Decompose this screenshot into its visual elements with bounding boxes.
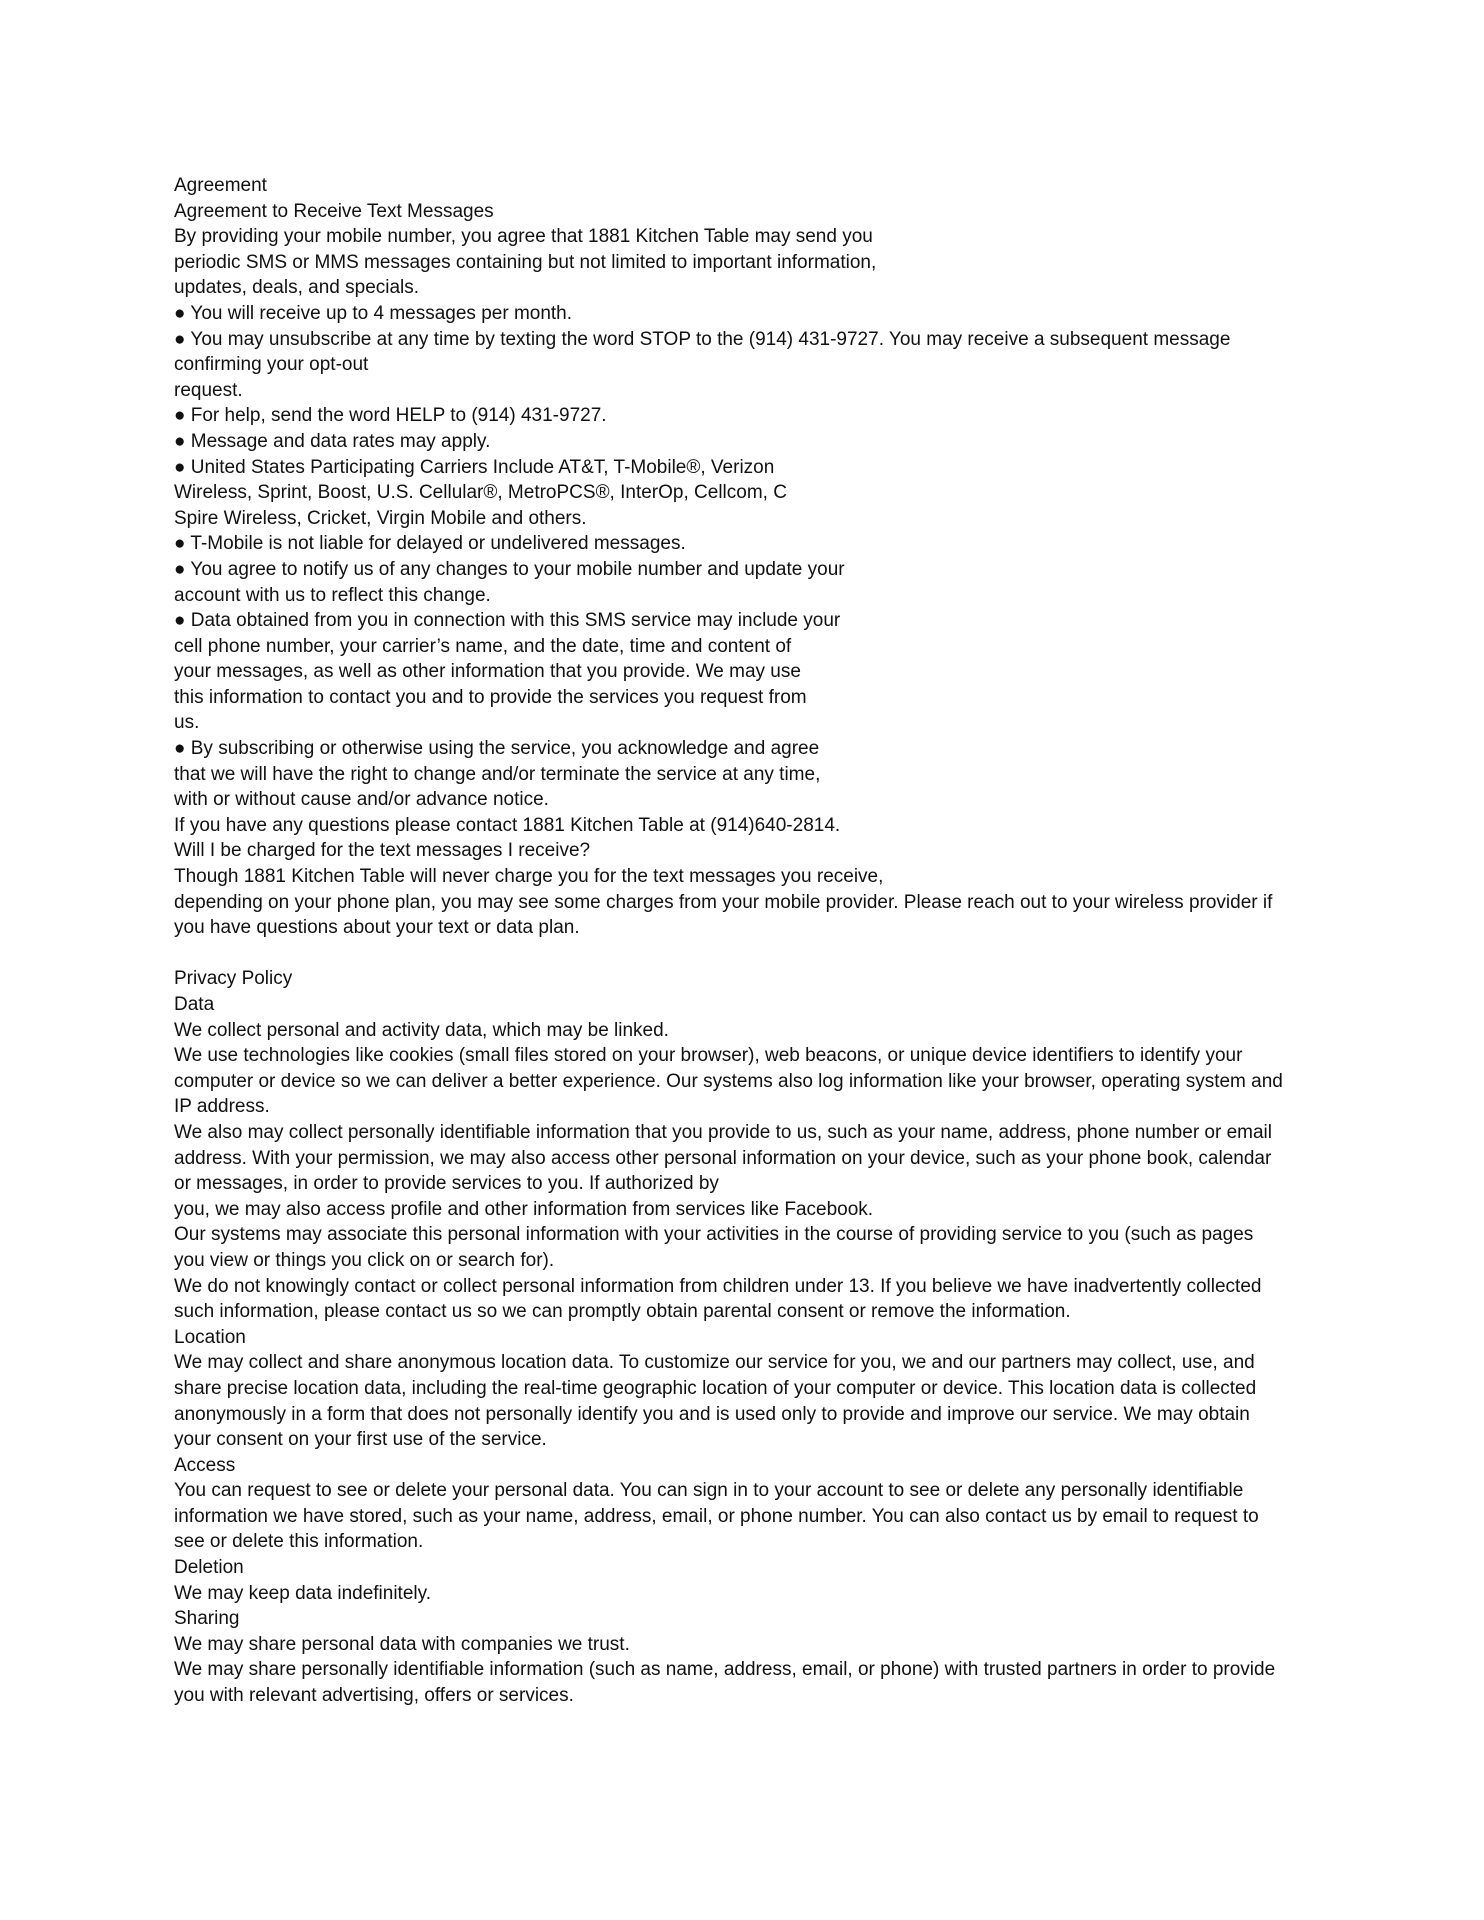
contact-line: If you have any questions please contact 1881 Kitchen Table at (914)640-2814. — [174, 814, 841, 836]
data-paragraph: We collect personal and activity data, which may be linked. — [174, 1019, 669, 1041]
bullet-unsubscribe-cont: confirming your opt-out — [174, 354, 369, 376]
charge-answer: you have questions about your text or data plan. — [174, 917, 580, 939]
data-paragraph: computer or device so we can deliver a better experience. Our systems also log information like your browser, operating system and — [174, 1070, 1283, 1092]
bullet-acknowledge: ● By subscribing or otherwise using the service, you acknowledge and agree — [174, 738, 820, 760]
intro-line: By providing your mobile number, you agree that 1881 Kitchen Table may send you — [174, 226, 873, 248]
access-paragraph: see or delete this information. — [174, 1531, 424, 1553]
charge-answer: Though 1881 Kitchen Table will never charge you for the text messages you receive, — [174, 866, 884, 888]
bullet-carriers-cont: Wireless, Sprint, Boost, U.S. Cellular®, MetroPCS®, InterOp, Cellcom, C — [174, 482, 787, 504]
data-paragraph: or messages, in order to provide services to you. If authorized by — [174, 1173, 719, 1195]
bullet-carriers: ● United States Participating Carriers Include AT&T, T-Mobile®, Verizon — [174, 456, 775, 478]
intro-line: updates, deals, and specials. — [174, 277, 420, 299]
deletion-heading: Deletion — [174, 1557, 244, 1579]
location-paragraph: your consent on your first use of the service. — [174, 1429, 547, 1451]
sharing-heading: Sharing — [174, 1608, 240, 1630]
bullet-data-obtained-cont: this information to contact you and to provide the services you request from — [174, 686, 807, 708]
location-paragraph: We may collect and share anonymous location data. To customize our service for you, we and our partners may collect, use, and — [174, 1352, 1255, 1374]
data-paragraph: such information, please contact us so we can promptly obtain parental consent or remove the information. — [174, 1301, 1071, 1323]
deletion-paragraph: We may keep data indefinitely. — [174, 1582, 431, 1604]
data-paragraph: Our systems may associate this personal information with your activities in the course of providing service to you (such as pages — [174, 1224, 1254, 1246]
data-paragraph: IP address. — [174, 1096, 270, 1118]
data-paragraph: We do not knowingly contact or collect personal information from children under 13. If you believe we have inadvertently collected — [174, 1275, 1262, 1297]
data-paragraph: you view or things you click on or search for). — [174, 1249, 555, 1271]
sharing-paragraph: you with relevant advertising, offers or services. — [174, 1685, 574, 1707]
access-heading: Access — [174, 1454, 236, 1476]
data-paragraph: you, we may also access profile and other information from services like Facebook. — [174, 1198, 874, 1220]
section-spacer — [174, 941, 1314, 967]
bullet-data-obtained-cont: your messages, as well as other information that you provide. We may use — [174, 661, 801, 683]
privacy-heading: Privacy Policy — [174, 968, 293, 990]
agreement-heading: Agreement — [174, 175, 267, 196]
bullet-message-frequency: ● You will receive up to 4 messages per month. — [174, 302, 573, 324]
access-paragraph: You can request to see or delete your personal data. You can sign in to your account to see or delete any personally identifiable — [174, 1480, 1244, 1502]
location-paragraph: anonymously in a form that does not personally identify you and is used only to provide and improve our service. We may obtain — [174, 1403, 1250, 1425]
location-paragraph: share precise location data, including the real-time geographic location of your computer or device. This location data is collected — [174, 1377, 1257, 1399]
data-paragraph: We also may collect personally identifiable information that you provide to us, such as your name, address, phone number or email — [174, 1121, 1273, 1143]
bullet-help: ● For help, send the word HELP to (914) 431-9727. — [174, 405, 607, 427]
document-page — [174, 173, 1314, 1709]
agreement-subheading: Agreement to Receive Text Messages — [174, 200, 494, 222]
bullet-data-obtained: ● Data obtained from you in connection with this SMS service may include your — [174, 610, 841, 632]
location-heading: Location — [174, 1326, 246, 1348]
bullet-unsubscribe-cont: request. — [174, 379, 243, 401]
sharing-paragraph: We may share personal data with companies we trust. — [174, 1633, 630, 1655]
bullet-tmobile-liability: ● T-Mobile is not liable for delayed or undelivered messages. — [174, 533, 686, 555]
bullet-data-obtained-cont: cell phone number, your carrier’s name, and the date, time and content of — [174, 635, 792, 657]
charge-question: Will I be charged for the text messages I receive? — [174, 840, 591, 862]
data-paragraph: We use technologies like cookies (small files stored on your browser), web beacons, or unique device identifiers to identify your — [174, 1045, 1243, 1067]
data-heading: Data — [174, 994, 215, 1015]
bullet-notify-changes-cont: account with us to reflect this change. — [174, 584, 491, 606]
bullet-rates: ● Message and data rates may apply. — [174, 430, 491, 452]
bullet-carriers-cont: Spire Wireless, Cricket, Virgin Mobile and others. — [174, 507, 587, 529]
bullet-unsubscribe: ● You may unsubscribe at any time by texting the word STOP to the (914) 431-9727. You may receive a subsequent message — [174, 328, 1231, 350]
charge-answer: depending on your phone plan, you may see some charges from your mobile provider. Please reach out to your wireless provider if — [174, 891, 1273, 913]
intro-line: periodic SMS or MMS messages containing but not limited to important information, — [174, 251, 877, 273]
data-paragraph: address. With your permission, we may also access other personal information on your device, such as your phone book, calendar — [174, 1147, 1272, 1169]
bullet-acknowledge-cont: that we will have the right to change and/or terminate the service at any time, — [174, 763, 821, 785]
access-paragraph: information we have stored, such as your name, address, email, or phone number. You can also contact us by email to request to — [174, 1505, 1259, 1527]
bullet-data-obtained-cont: us. — [174, 712, 200, 734]
sharing-paragraph: We may share personally identifiable information (such as name, address, email, or phone) with trusted partners in order to provide — [174, 1659, 1276, 1681]
bullet-notify-changes: ● You agree to notify us of any changes to your mobile number and update your — [174, 558, 845, 580]
bullet-acknowledge-cont: with or without cause and/or advance notice. — [174, 789, 549, 811]
